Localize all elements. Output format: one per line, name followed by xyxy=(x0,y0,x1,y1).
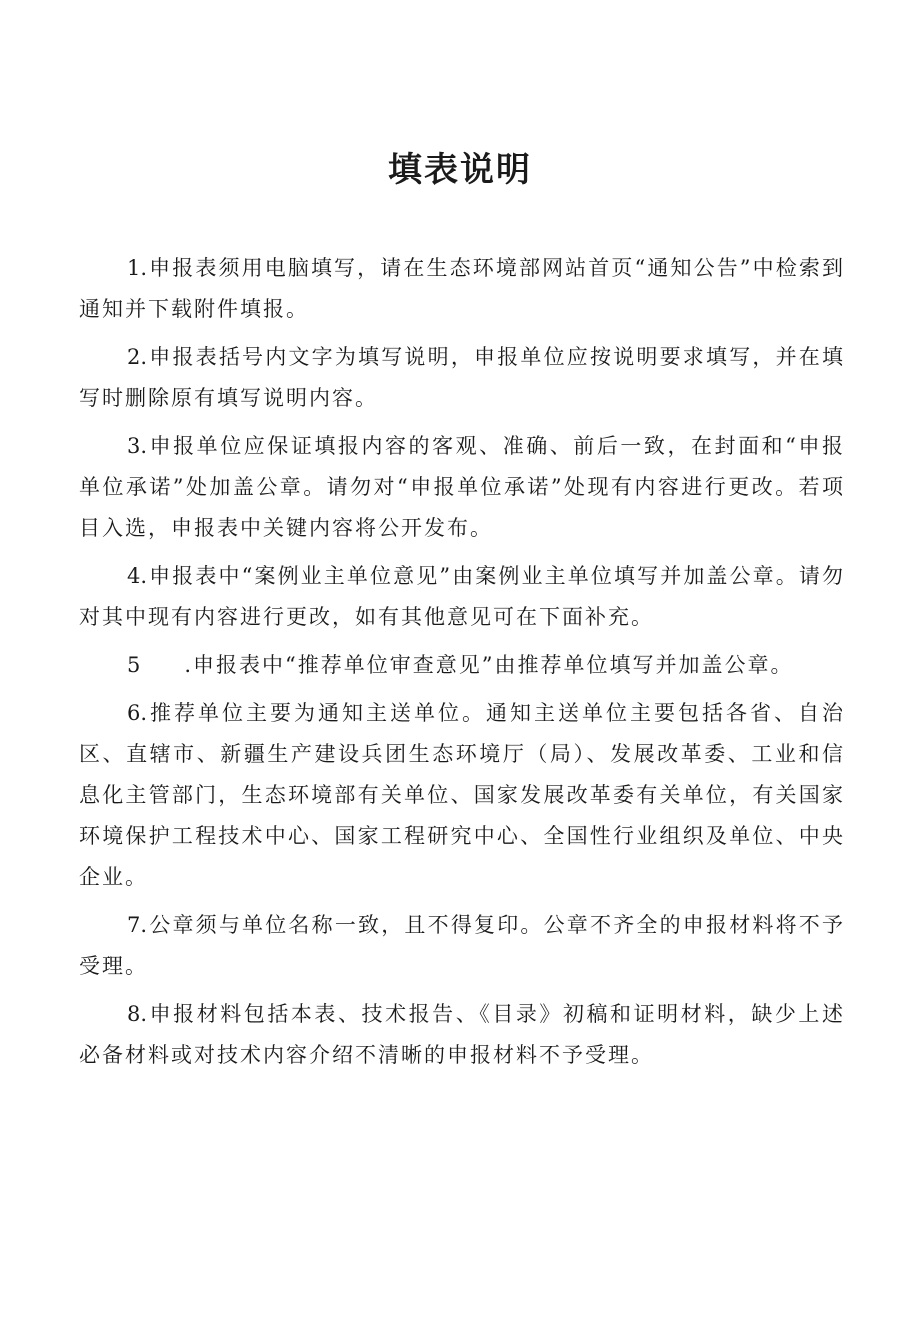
instruction-item-6 xyxy=(79,693,845,898)
item-number: 4 xyxy=(127,564,141,588)
page-title: 填表说明 xyxy=(388,150,532,190)
item-text: .申报表中“案例业主单位意见”由案例业主单位填写并加盖公章。请勿对其中现有内容进行更改，如有其他意见可在下面补充。 xyxy=(79,564,845,629)
item-text: .申报表中“推荐单位审查意见”由推荐单位填写并加盖公章。 xyxy=(184,653,794,677)
item-number: 3 xyxy=(127,434,141,458)
item-number: 2 xyxy=(127,345,141,369)
item-number: 8 xyxy=(127,1002,141,1026)
instructions-list xyxy=(79,248,845,1083)
instruction-item-1 xyxy=(79,248,845,330)
item-number: 1 xyxy=(127,256,141,280)
instruction-item-2 xyxy=(79,337,845,419)
item-text: .申报表括号内文字为填写说明，申报单位应按说明要求填写，并在填写时删除原有填写说明内容。 xyxy=(79,345,845,410)
instruction-item-8 xyxy=(79,994,845,1076)
item-text: .公章须与单位名称一致，且不得复印。公章不齐全的申报材料将不予受理。 xyxy=(79,913,845,978)
instruction-item-4 xyxy=(79,556,845,638)
instruction-item-3 xyxy=(79,426,845,549)
item-text: .推荐单位主要为通知主送单位。通知主送单位主要包括各省、自治区、直辖市、新疆生产建设兵团生态环境厅（局）、发展改革委、工业和信息化主管部门，生态环境部有关单位、国家发展改革委有关单位，有关国家环境保护工程技术中心、国家工程研究中心、全国性行业组织及单位、中央企业。 xyxy=(79,701,845,889)
item-text: .申报单位应保证填报内容的客观、准确、前后一致，在封面和“申报单位承诺”处加盖公章。请勿对“申报单位承诺”处现有内容进行更改。若项目入选，申报表中关键内容将公开发布。 xyxy=(79,434,845,540)
item-text: .申报材料包括本表、技术报告、《目录》初稿和证明材料，缺少上述必备材料或对技术内容介绍不清晰的申报材料不予受理。 xyxy=(79,1002,845,1067)
item-text: .申报表须用电脑填写，请在生态环境部网站首页“通知公告”中检索到通知并下载附件填报。 xyxy=(79,256,845,321)
item-number: 6 xyxy=(127,701,141,725)
item-number: 7 xyxy=(127,913,141,937)
instruction-item-7 xyxy=(79,905,845,987)
item-number: 5 xyxy=(127,653,141,677)
instruction-item-5 xyxy=(79,645,845,686)
